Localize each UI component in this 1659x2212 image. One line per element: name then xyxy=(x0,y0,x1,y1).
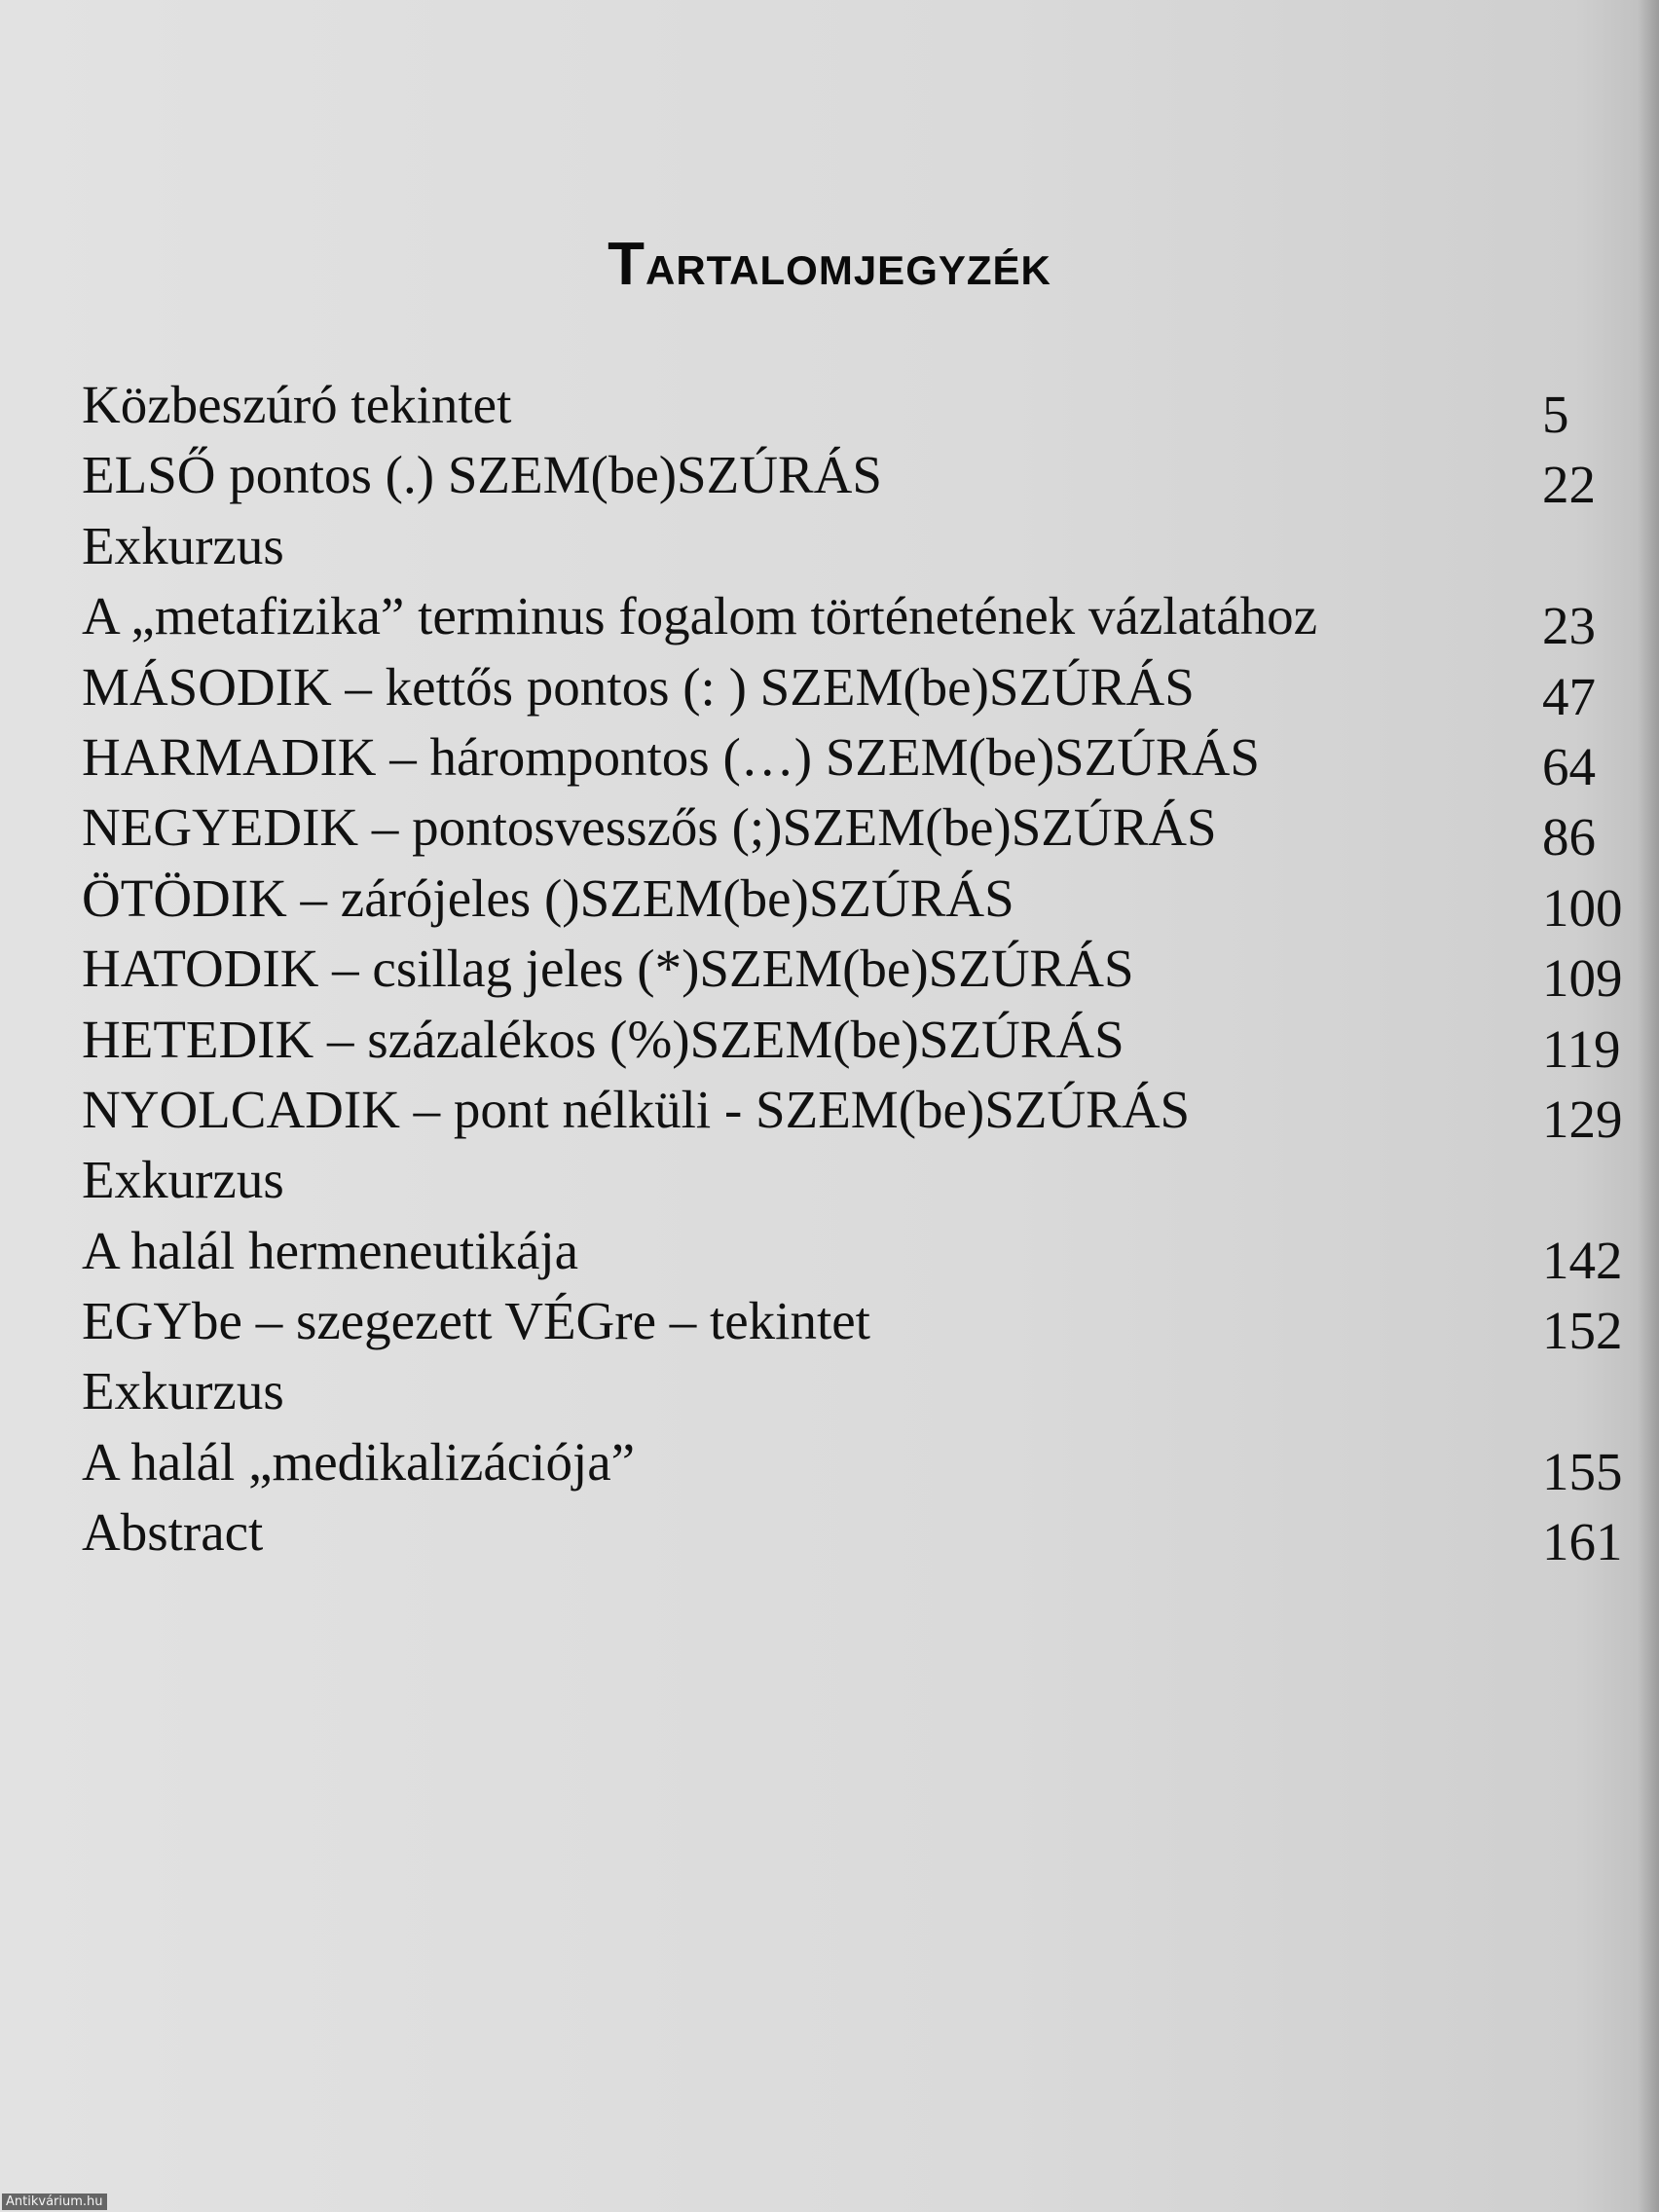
toc-entry-title: A halál hermeneutikája xyxy=(82,1220,579,1280)
page-edge-shadow xyxy=(1638,0,1659,2212)
toc-entry-title: HETEDIK – százalékos (%)SZEM(be)SZÚRÁS xyxy=(82,1009,1124,1069)
toc-entry-page: 161 xyxy=(1542,1512,1623,1572)
toc-entry-title: HATODIK – csillag jeles (*)SZEM(be)SZÚRÁS xyxy=(82,939,1134,999)
toc-entry xyxy=(82,1075,1640,1149)
toc-entry-title: ELSŐ pontos (.) SZEM(be)SZÚRÁS xyxy=(82,445,882,505)
toc-entry-title: EGYbe – szegezett VÉGre – tekintet xyxy=(82,1291,870,1351)
toc-entry xyxy=(82,1005,1640,1079)
toc-entry-page: 86 xyxy=(1542,807,1596,867)
watermark: Antikvárium.hu xyxy=(2,2194,107,2210)
toc-entry-title: Exkurzus xyxy=(82,1361,284,1421)
toc-entry xyxy=(82,934,1640,1009)
toc-entry-title: HARMADIK – hárompontos (…) SZEM(be)SZÚRÁS xyxy=(82,726,1260,787)
toc-entry xyxy=(82,652,1640,726)
toc-entry-page: 152 xyxy=(1542,1301,1623,1361)
toc-entry-page: 47 xyxy=(1542,666,1596,726)
toc-entry-page: 5 xyxy=(1542,385,1569,444)
title-rest: ARTALOMJEGYZÉK xyxy=(645,247,1051,293)
toc-entry-page: 64 xyxy=(1542,736,1596,796)
toc-entry-page: 100 xyxy=(1542,877,1623,938)
table-of-contents xyxy=(82,370,1640,1572)
toc-entry-title: Abstract xyxy=(82,1502,264,1563)
toc-entry-page: 129 xyxy=(1542,1088,1623,1149)
toc-entry xyxy=(82,864,1640,938)
toc-entry xyxy=(82,722,1640,796)
toc-entry xyxy=(82,440,1640,515)
toc-entry xyxy=(82,1216,1640,1290)
toc-entry-page: 119 xyxy=(1542,1018,1621,1079)
toc-entry xyxy=(82,1145,1640,1215)
toc-entry xyxy=(82,511,1640,581)
toc-entry-page: 142 xyxy=(1542,1230,1623,1290)
toc-entry xyxy=(82,581,1640,656)
toc-entry-title: ÖTÖDIK – zárójeles ()SZEM(be)SZÚRÁS xyxy=(82,867,1014,928)
toc-entry-title: Exkurzus xyxy=(82,515,284,575)
toc-entry-page: 155 xyxy=(1542,1441,1623,1501)
toc-entry-page: 109 xyxy=(1542,948,1623,1009)
toc-entry xyxy=(82,1427,1640,1501)
page-title xyxy=(0,230,1659,299)
toc-entry xyxy=(82,370,1640,444)
title-initial: T xyxy=(608,231,645,298)
toc-entry xyxy=(82,793,1640,867)
toc-entry-page: 22 xyxy=(1542,455,1596,515)
toc-entry xyxy=(82,1497,1640,1572)
toc-entry-title: A „metafizika” terminus fogalom történetének vázlatához xyxy=(82,586,1318,646)
toc-entry-title: NYOLCADIK – pont nélküli - SZEM(be)SZÚRÁS xyxy=(82,1079,1191,1139)
toc-entry-page: 23 xyxy=(1542,596,1596,656)
toc-entry-title: NEGYEDIK – pontosvesszős (;)SZEM(be)SZÚRÁS xyxy=(82,797,1217,858)
toc-entry-title: Közbeszúró tekintet xyxy=(82,375,512,434)
toc-entry-title: A halál „medikalizációja” xyxy=(82,1431,636,1492)
toc-entry-title: MÁSODIK – kettős pontos (: ) SZEM(be)SZÚRÁS xyxy=(82,656,1195,717)
toc-entry-title: Exkurzus xyxy=(82,1150,284,1210)
toc-entry xyxy=(82,1356,1640,1426)
toc-entry xyxy=(82,1286,1640,1361)
